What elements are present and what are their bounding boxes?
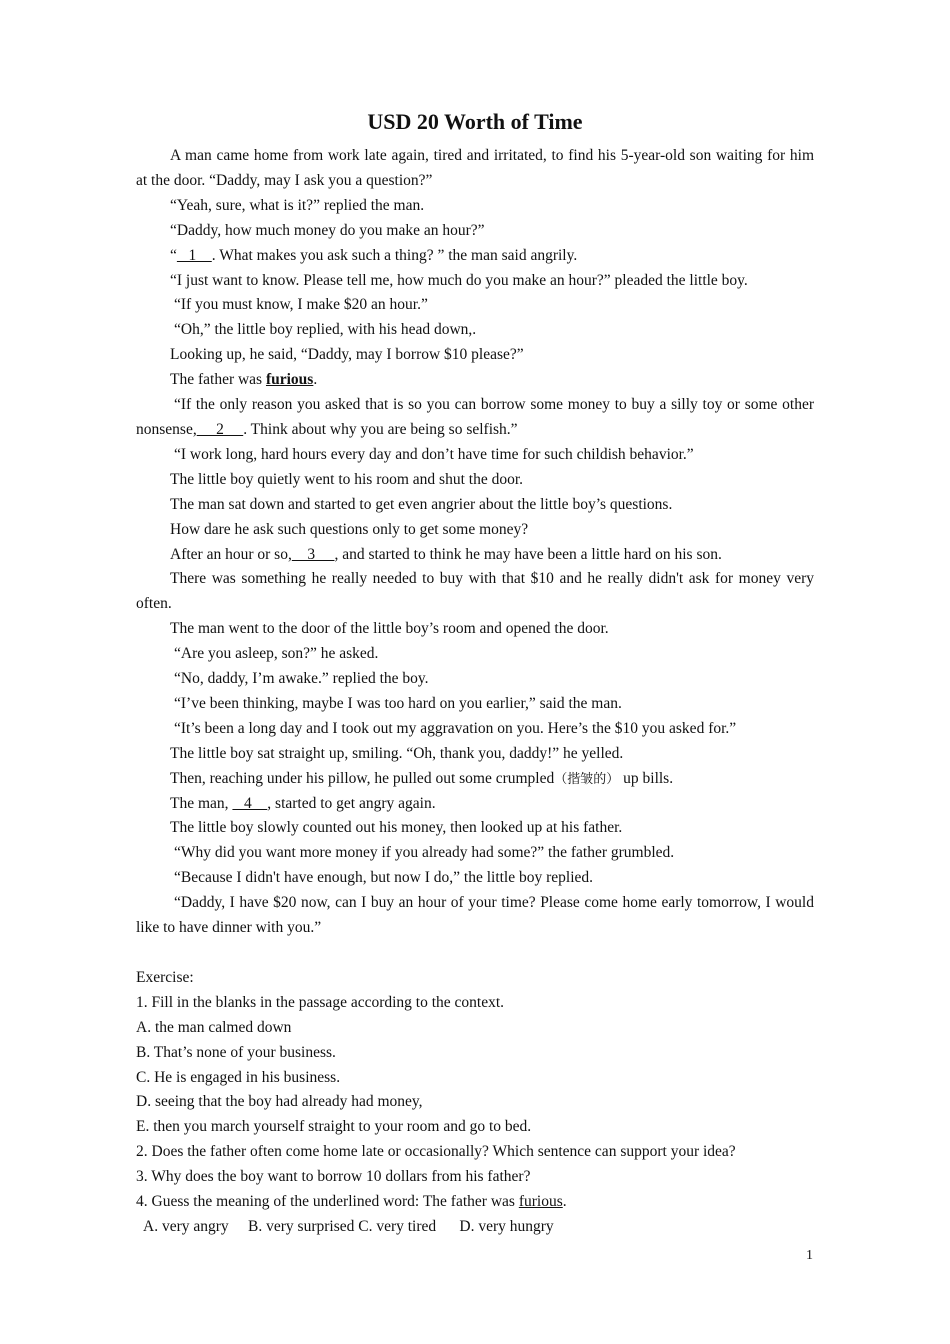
- exercise-option: A. the man calmed down: [136, 1018, 292, 1036]
- blank-2: 2: [196, 420, 244, 438]
- exercise-option: B. That’s none of your business.: [136, 1043, 336, 1061]
- exercise-option: D. seeing that the boy had already had money,: [136, 1093, 423, 1111]
- exercise-option: E. then you march yourself straight to your room and go to bed.: [136, 1118, 532, 1136]
- story-paragraph: [136, 792, 814, 817]
- story-paragraph: “Because I didn't have enough, but now I do,” the little boy replied.: [174, 869, 594, 887]
- story-paragraph: There was something he really needed to buy with that $10 and he really didn't ask for money very often.: [136, 570, 814, 613]
- blank-1: 1: [176, 246, 212, 264]
- story-paragraph: A man came home from work late again, tired and irritated, to find his 5-year-old son waiting for him at the door. “Daddy, may I ask you a question?”: [136, 147, 814, 189]
- story-paragraph: [136, 393, 814, 443]
- story-paragraph: [136, 543, 814, 568]
- exercise-option: C. He is engaged in his business.: [136, 1068, 341, 1086]
- page-title: USD 20 Worth of Time: [367, 109, 583, 134]
- story-paragraph: “Oh,” the little boy replied, with his head down,.: [174, 321, 477, 339]
- document-page: [136, 106, 814, 1240]
- story-paragraph: “Daddy, how much money do you make an hour?”: [170, 221, 485, 239]
- exercise-choices: A. very angry B. very surprised C. very tired D. very hungry: [140, 1217, 554, 1235]
- story-paragraph: Looking up, he said, “Daddy, may I borrow $10 please?”: [170, 346, 524, 364]
- story-paragraph: The little boy slowly counted out his money, then looked up at his father.: [170, 819, 623, 837]
- story-paragraph: “Yeah, sure, what is it?” replied the man.: [170, 196, 425, 214]
- blank-3: 3: [291, 545, 335, 563]
- text: “: [170, 246, 177, 264]
- underlined-word: furious: [265, 371, 314, 389]
- text: . What makes you ask such a thing? ” the man said angrily.: [211, 246, 578, 264]
- text: .: [562, 1193, 567, 1211]
- spacer: [136, 941, 814, 966]
- gloss-note: （揩皱的）: [554, 770, 620, 786]
- story-paragraph: “It’s been a long day and I took out my aggravation on you. Here’s the $10 you asked for.”: [174, 719, 737, 737]
- story-paragraph: How dare he ask such questions only to get some money?: [170, 520, 529, 538]
- underlined-word: furious: [518, 1193, 563, 1211]
- story-paragraph: [136, 368, 814, 393]
- page-number: 1: [806, 1248, 813, 1263]
- story-paragraph: “I work long, hard hours every day and don’t have time for such childish behavior.”: [174, 445, 694, 463]
- text: “If the only reason you asked that is so you can borrow some money to buy a silly toy or some other nonsense,: [136, 396, 814, 438]
- text: 4. Guess the meaning of the underlined word: The father was: [136, 1193, 519, 1211]
- story-paragraph: “If you must know, I make $20 an hour.”: [174, 296, 428, 314]
- story-paragraph: [136, 244, 814, 269]
- exercise-question: 3. Why does the boy want to borrow 10 dollars from his father?: [136, 1168, 531, 1186]
- story-paragraph: “I just want to know. Please tell me, how much do you make an hour?” pleaded the little boy.: [170, 271, 748, 289]
- story-paragraph: “No, daddy, I’m awake.” replied the boy.: [174, 670, 429, 688]
- text: up bills.: [619, 769, 674, 787]
- exercise-heading: Exercise:: [136, 968, 194, 986]
- story-paragraph: “I’ve been thinking, maybe I was too hard on you earlier,” said the man.: [174, 694, 622, 712]
- exercise-question: 2. Does the father often come home late or occasionally? Which sentence can support your idea?: [136, 1143, 736, 1161]
- story-paragraph: “Are you asleep, son?” he asked.: [174, 645, 379, 663]
- story-paragraph: The little boy quietly went to his room and shut the door.: [170, 470, 524, 488]
- exercise-question: [136, 1190, 814, 1215]
- text: , and started to think he may have been a little hard on his son.: [334, 545, 722, 563]
- story-paragraph: “Daddy, I have $20 now, can I buy an hour of your time? Please come home early tomorrow, I would like to have dinner with you.”: [136, 894, 814, 937]
- text: .: [313, 371, 318, 389]
- story-paragraph: [136, 767, 814, 792]
- text: The father was: [170, 371, 266, 389]
- text: Then, reaching under his pillow, he pulled out some crumpled: [170, 769, 555, 787]
- story-paragraph: The little boy sat straight up, smiling. “Oh, thank you, daddy!” he yelled.: [170, 744, 624, 762]
- text: After an hour or so,: [170, 545, 292, 563]
- story-paragraph: The man sat down and started to get even angrier about the little boy’s questions.: [170, 495, 673, 513]
- blank-4: 4: [232, 794, 268, 812]
- story-paragraph: The man went to the door of the little boy’s room and opened the door.: [170, 620, 609, 638]
- exercise-question: 1. Fill in the blanks in the passage according to the context.: [136, 993, 505, 1011]
- text: , started to get angry again.: [267, 794, 436, 812]
- story-paragraph: “Why did you want more money if you already had some?” the father grumbled.: [174, 844, 675, 862]
- text: . Think about why you are being so selfish.”: [243, 420, 518, 438]
- text: The man,: [170, 794, 233, 812]
